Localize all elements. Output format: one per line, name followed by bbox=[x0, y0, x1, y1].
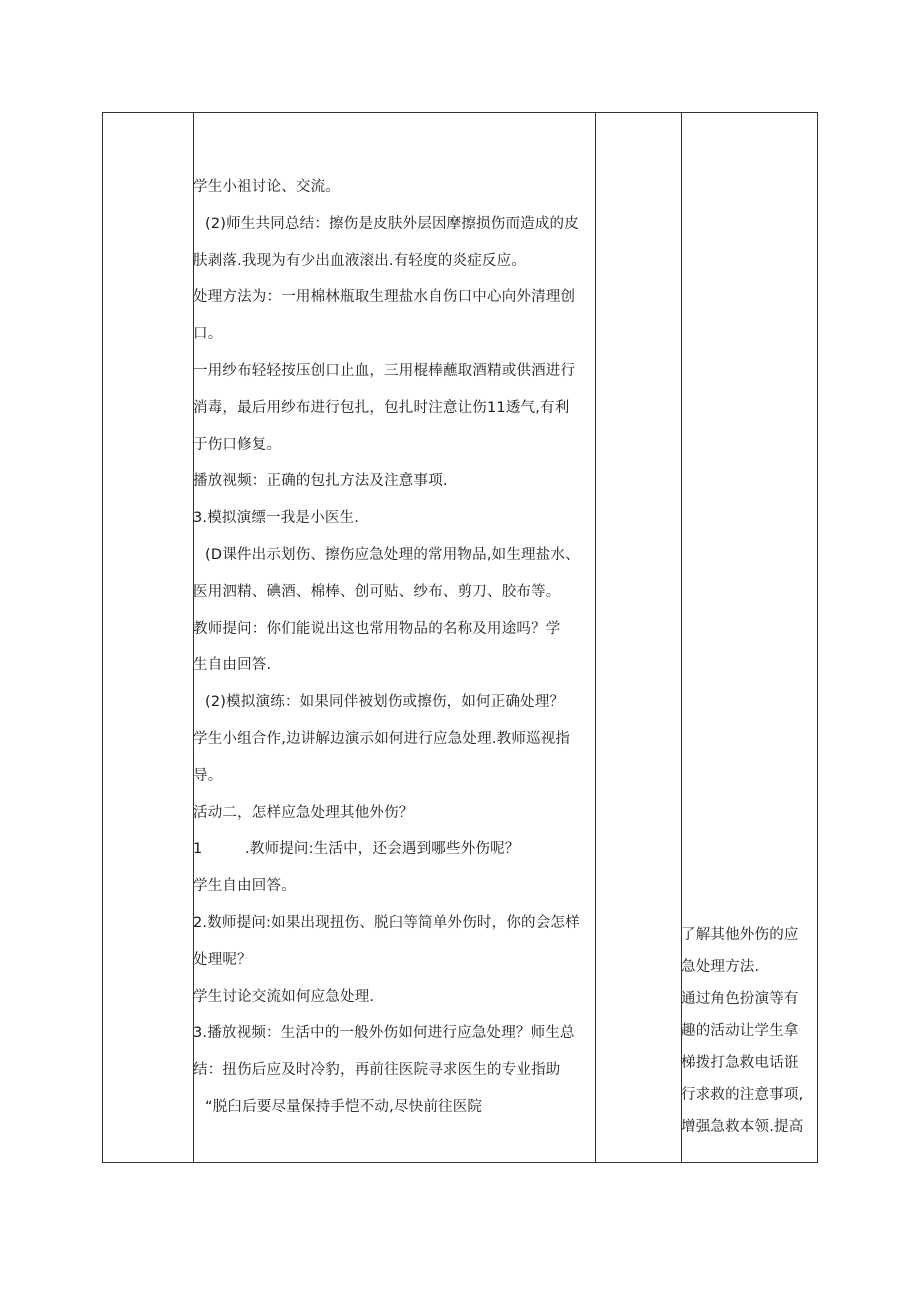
text-line: (2)师生共同总结：擦伤是皮肤外层因摩擦损伤而造成的皮 bbox=[205, 215, 579, 232]
side-line: 增强急救本领.提高 bbox=[681, 1119, 804, 1135]
text-line: (D课件出示划伤、擦伤应急处理的常用物品,如生理盐水、 bbox=[205, 546, 580, 563]
teaching-process-cell bbox=[193, 169, 595, 1126]
text-line: 处理呢？ bbox=[193, 951, 252, 968]
text-line: 3.播放视频：生活中的一般外伤如何进行应急处理？师生总 bbox=[193, 1025, 575, 1042]
text-line: 学生自由回答。 bbox=[193, 878, 296, 895]
text-line: 学生讨论交流如何应急处理. bbox=[193, 988, 375, 1005]
text-line: 播放视频：正确的包扎方法及注意事项. bbox=[193, 473, 448, 490]
text-line: 于伤口修复。 bbox=[193, 436, 282, 453]
item-number: 1 bbox=[193, 841, 203, 858]
text-line: 2.数师提问:如果出现扭伤、脱臼等简单外伤时，你的会怎样 bbox=[193, 914, 580, 931]
text-line: 结：扭伤后应及时冷豹，再前往医院寻求医生的专业指助 bbox=[193, 1062, 561, 1079]
text-line: 口。 bbox=[193, 326, 223, 343]
side-line: 趣的活动让学生拿 bbox=[681, 1023, 799, 1039]
text-line: 学生小祖讨论、交流。 bbox=[193, 179, 340, 195]
text-line: 教师提问：你们能说出这也常用物品的名称及用途吗？学 bbox=[193, 620, 561, 637]
side-line: 梯拨打急救电话诳 bbox=[681, 1055, 799, 1071]
text-line: 生自由回答. bbox=[193, 657, 272, 674]
side-line: 通过角色扮演等有 bbox=[681, 991, 799, 1007]
side-line: 行求救的注意事项, bbox=[681, 1087, 804, 1103]
lesson-plan-table bbox=[102, 112, 818, 1163]
side-line: 了解其他外伤的应 bbox=[681, 927, 799, 943]
numbered-question-line bbox=[193, 831, 595, 868]
text-line: 一用纱布轻轻按压创口止血，三用棍棒蘸取酒精或供酒进行 bbox=[193, 362, 576, 379]
text-line: “脱臼后要尽量保持手恺不动,尽快前往医院 bbox=[205, 1098, 483, 1115]
design-intent-cell bbox=[681, 919, 815, 1143]
side-line: 急处理方法. bbox=[681, 959, 760, 975]
text-line: (2)模拟演练：如果同伴被划伤或擦伤，如何正确处理？ bbox=[205, 694, 565, 711]
text-line: 导。 bbox=[193, 767, 223, 784]
text-line: 学生小组合作,边讲解边演示如何进行应急处理.教师巡视指 bbox=[193, 730, 571, 747]
text-line: 活动二，怎样应急处理其他外伤？ bbox=[193, 804, 414, 821]
text-line: 医用泗精、碘酒、棉棒、创可贴、纱布、剪刀、胶布等。 bbox=[193, 583, 561, 600]
text-line: 处理方法为：一用棉林瓶取生理盐水自伤口中心向外清理创 bbox=[193, 289, 576, 306]
column-divider-2 bbox=[595, 113, 596, 1162]
item-text: .教师提问:生活中，还会遇到哪些外伤呢？ bbox=[245, 841, 520, 858]
text-line: 肤剥落.我现为有少出血液滚出.有轻度的炎症反应。 bbox=[193, 252, 527, 269]
text-line: 3.模拟演缥一我是小医生. bbox=[193, 510, 360, 527]
text-line: 消毒，最后用纱布进行包扎，包扎时注意让伤11透气,有利 bbox=[193, 399, 570, 416]
